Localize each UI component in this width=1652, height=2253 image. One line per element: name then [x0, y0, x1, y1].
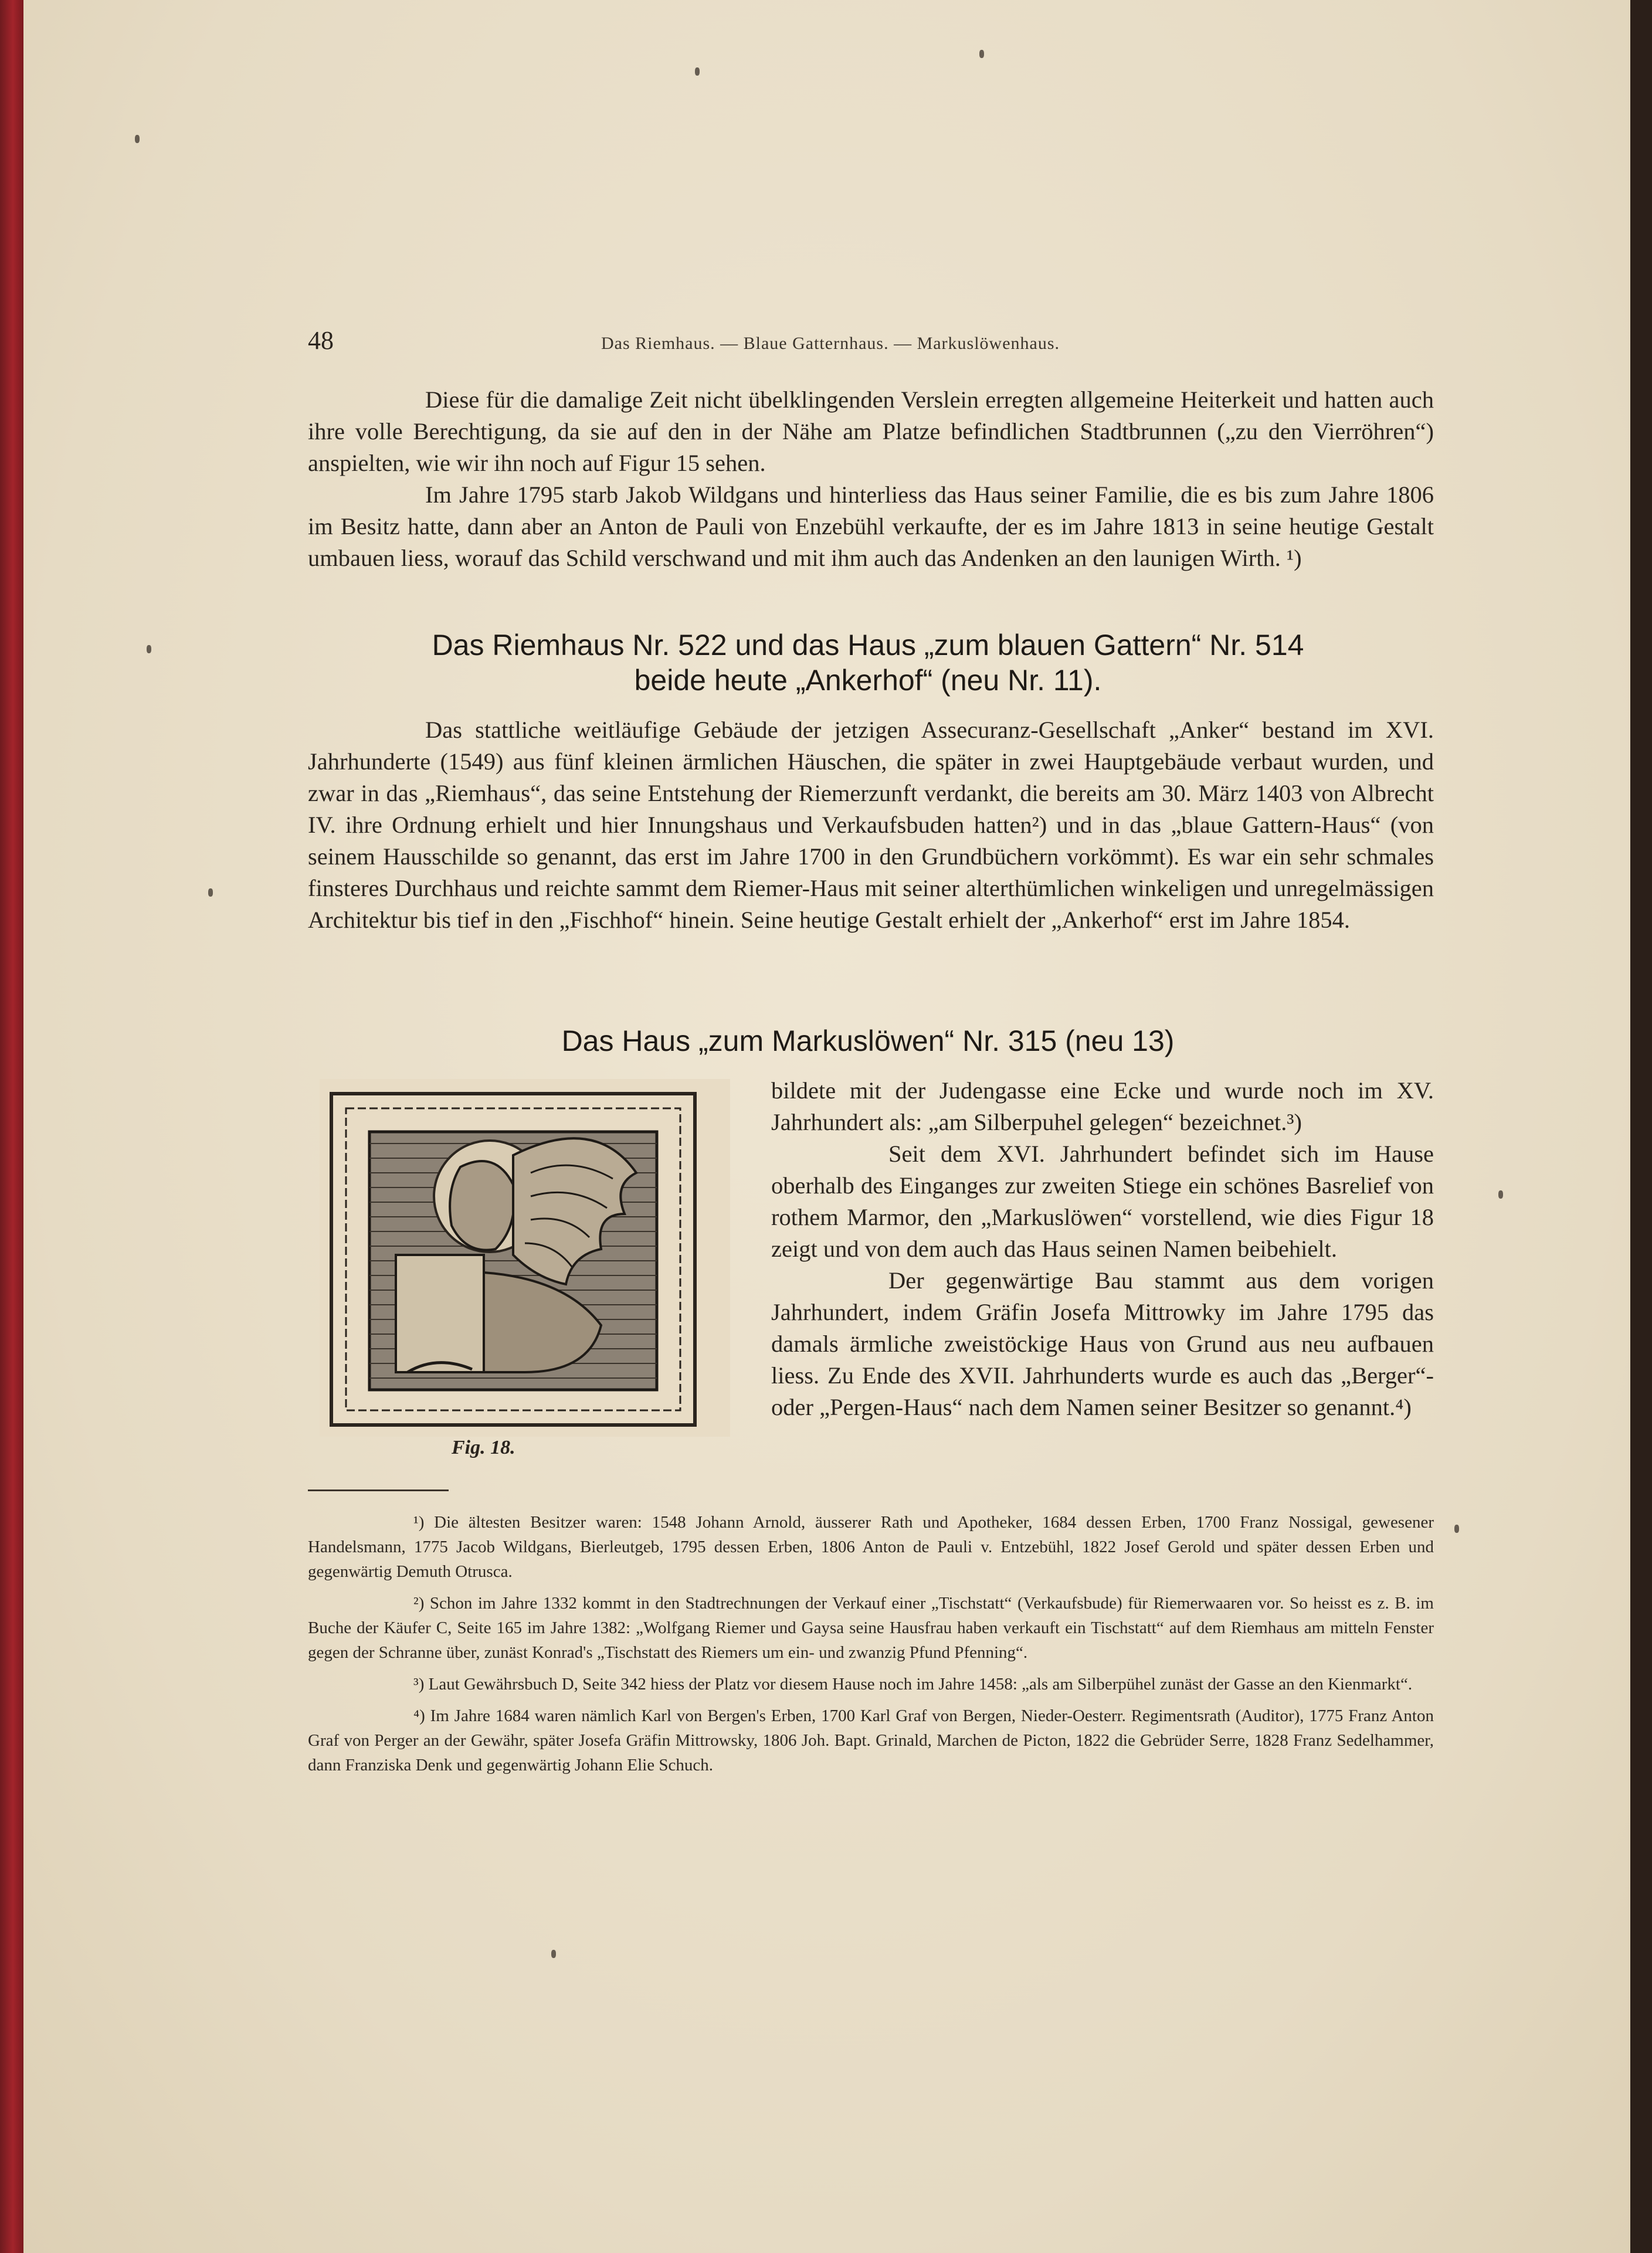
riemhaus-text [308, 714, 1434, 936]
footnote-4: ⁴) Im Jahre 1684 waren nämlich Karl von Bergen's Erben, 1700 Karl Graf von Bergen, Nieder-Oesterr. Regimentsrath (Auditor), 1775 Franz Anton Graf von Perger an der Gewähr, später Josefa Gräfin Mittrowsky, 1806 Joh. Bapt. Grinald, Marchen de Picton, 1822 die Gebrüder Serre, 1828 Franz Sedelhammer, dann Franziska Denk und gegenwärtig Johann Elie Schuch. [308, 1706, 1434, 1774]
figure-18-lion-relief [320, 1079, 730, 1437]
speck [208, 888, 213, 897]
speck [1454, 1525, 1459, 1533]
footnotes [308, 1510, 1434, 1784]
speck [135, 135, 140, 143]
page-number: 48 [308, 326, 334, 355]
heading-line-1: Das Riemhaus Nr. 522 und das Haus „zum blauen Gattern“ Nr. 514 [432, 629, 1304, 661]
heading-markusloewen: Das Haus „zum Markuslöwen“ Nr. 315 (neu 13) [561, 1024, 1175, 1057]
speck [979, 50, 984, 58]
footnote-1: ¹) Die ältesten Besitzer waren: 1548 Johann Arnold, äusserer Rath und Apotheker, 1684 dessen Erben, 1700 Franz Nossigal, gewesener Handelsmann, 1775 Jacob Wildgans, Bierleutgeb, 1795 dessen Erben, 1806 Anton de Pauli v. Entzebühl, 1822 Josef Gerold und später dessen Erben und gegenwärtig Demuth Otrusca. [308, 1513, 1434, 1581]
footnote-2: ²) Schon im Jahre 1332 kommt in den Stadtrechnungen der Verkauf einer „Tischstatt“ (Verkaufsbude) für Riemerwaaren vor. So heisst es z. B. im Buche der Käufer C, Seite 165 im Jahre 1382: „Wolfgang Riemer und Gaysa seine Hausfrau haben verkauft ein Tischstatt“ auf dem Riemhaus am mitteln Fenster gegen der Schranne über, zunäst Konrad's „Tischstatt des Riemers um ein- und zwanzig Pfund Pfenning“. [308, 1594, 1434, 1662]
speck [551, 1950, 556, 1958]
lion-relief-engraving [320, 1079, 730, 1437]
footnote-separator [308, 1489, 449, 1491]
footnote-3: ³) Laut Gewährsbuch D, Seite 342 hiess der Platz vor diesem Hause noch im Jahre 1458: „als am Silberpühel zunäst der Gasse an den Kienmarkt“. [413, 1675, 1413, 1694]
figure-caption: Fig. 18. [452, 1437, 515, 1458]
heading-line-2: beide heute „Ankerhof“ (neu Nr. 11). [634, 664, 1102, 697]
markusloewen-text [771, 1075, 1434, 1423]
speck [695, 67, 700, 76]
markusloewen-paragraph-3: Der gegenwärtige Bau stammt aus dem vorigen Jahrhundert, indem Gräfin Josefa Mittrowky im Jahre 1795 das damals ärmliche zweistöckige Haus von Grund aus neu aufbauen liess. Zu Ende des XVII. Jahrhunderts wurde es auch das „Berger“- oder „Pergen-Haus“ nach dem Namen seiner Besitzer so genannt.⁴) [771, 1267, 1434, 1420]
intro-text [308, 384, 1434, 574]
section-heading-markusloewen [293, 1023, 1443, 1058]
running-header [308, 325, 1158, 361]
markusloewen-paragraph-1: bildete mit der Judengasse eine Ecke und wurde noch im XV. Jahrhundert als: „am Silberpuhel gelegen“ bezeichnet.³) [771, 1077, 1434, 1135]
intro-paragraph-2: Im Jahre 1795 starb Jakob Wildgans und hinterliess das Haus seiner Familie, die es bis zum Jahre 1806 im Besitz hatte, dann aber an Anton de Pauli von Enzebühl verkaufte, der es im Jahre 1813 in seine heutige Gestalt umbauen liess, worauf das Schild verschwand und mit ihm auch das Andenken an den launigen Wirth. ¹) [308, 481, 1434, 571]
speck [1498, 1190, 1503, 1199]
section-heading-riemhaus [293, 627, 1443, 698]
page-edge [1630, 0, 1652, 2253]
intro-paragraph-1: Diese für die damalige Zeit nicht übelklingenden Verslein erregten allgemeine Heiterkeit und hatten auch ihre volle Berechtigung, da sie auf den in der Nähe am Platze befindlichen Stadtbrunnen („zu den Vierröhren“) anspielten, wie wir ihn noch auf Figur 15 sehen. [308, 386, 1434, 476]
book-binding [0, 0, 23, 2253]
markusloewen-paragraph-2: Seit dem XVI. Jahrhundert befindet sich im Hause oberhalb des Einganges zur zweiten Stiege ein schönes Basrelief von rothem Marmor, den „Markuslöwen“ vorstellend, wie dies Figur 18 zeigt und von dem auch das Haus seinen Namen beibehielt. [771, 1141, 1434, 1262]
riemhaus-paragraph: Das stattliche weitläufige Gebäude der jetzigen Assecuranz-Gesellschaft „Anker“ bestand im XVI. Jahrhunderte (1549) aus fünf kleinen ärmlichen Häuschen, die später in zwei Hauptgebäude verbaut wurden, und zwar in das „Riemhaus“, das seine Entstehung der Riemerzunft verdankt, die bereits am 30. März 1403 von Albrecht IV. ihre Ordnung erhielt und hier Innungshaus und Verkaufsbuden hatten²) und in das „blaue Gattern-Haus“ (von seinem Hausschilde so genannt, das erst im Jahre 1700 in den Grundbüchern vorkömmt). Es war ein sehr schmales finsteres Durchhaus und reichte sammt dem Riemer-Haus mit seiner alterthümlichen winkeligen und unregelmässigen Architektur bis tief in den „Fischhof“ hinein. Seine heutige Gestalt erhielt der „Ankerhof“ erst im Jahre 1854. [308, 717, 1434, 933]
speck [147, 645, 151, 653]
running-title: Das Riemhaus. — Blaue Gatternhaus. — Markuslöwenhaus. [601, 334, 1060, 353]
